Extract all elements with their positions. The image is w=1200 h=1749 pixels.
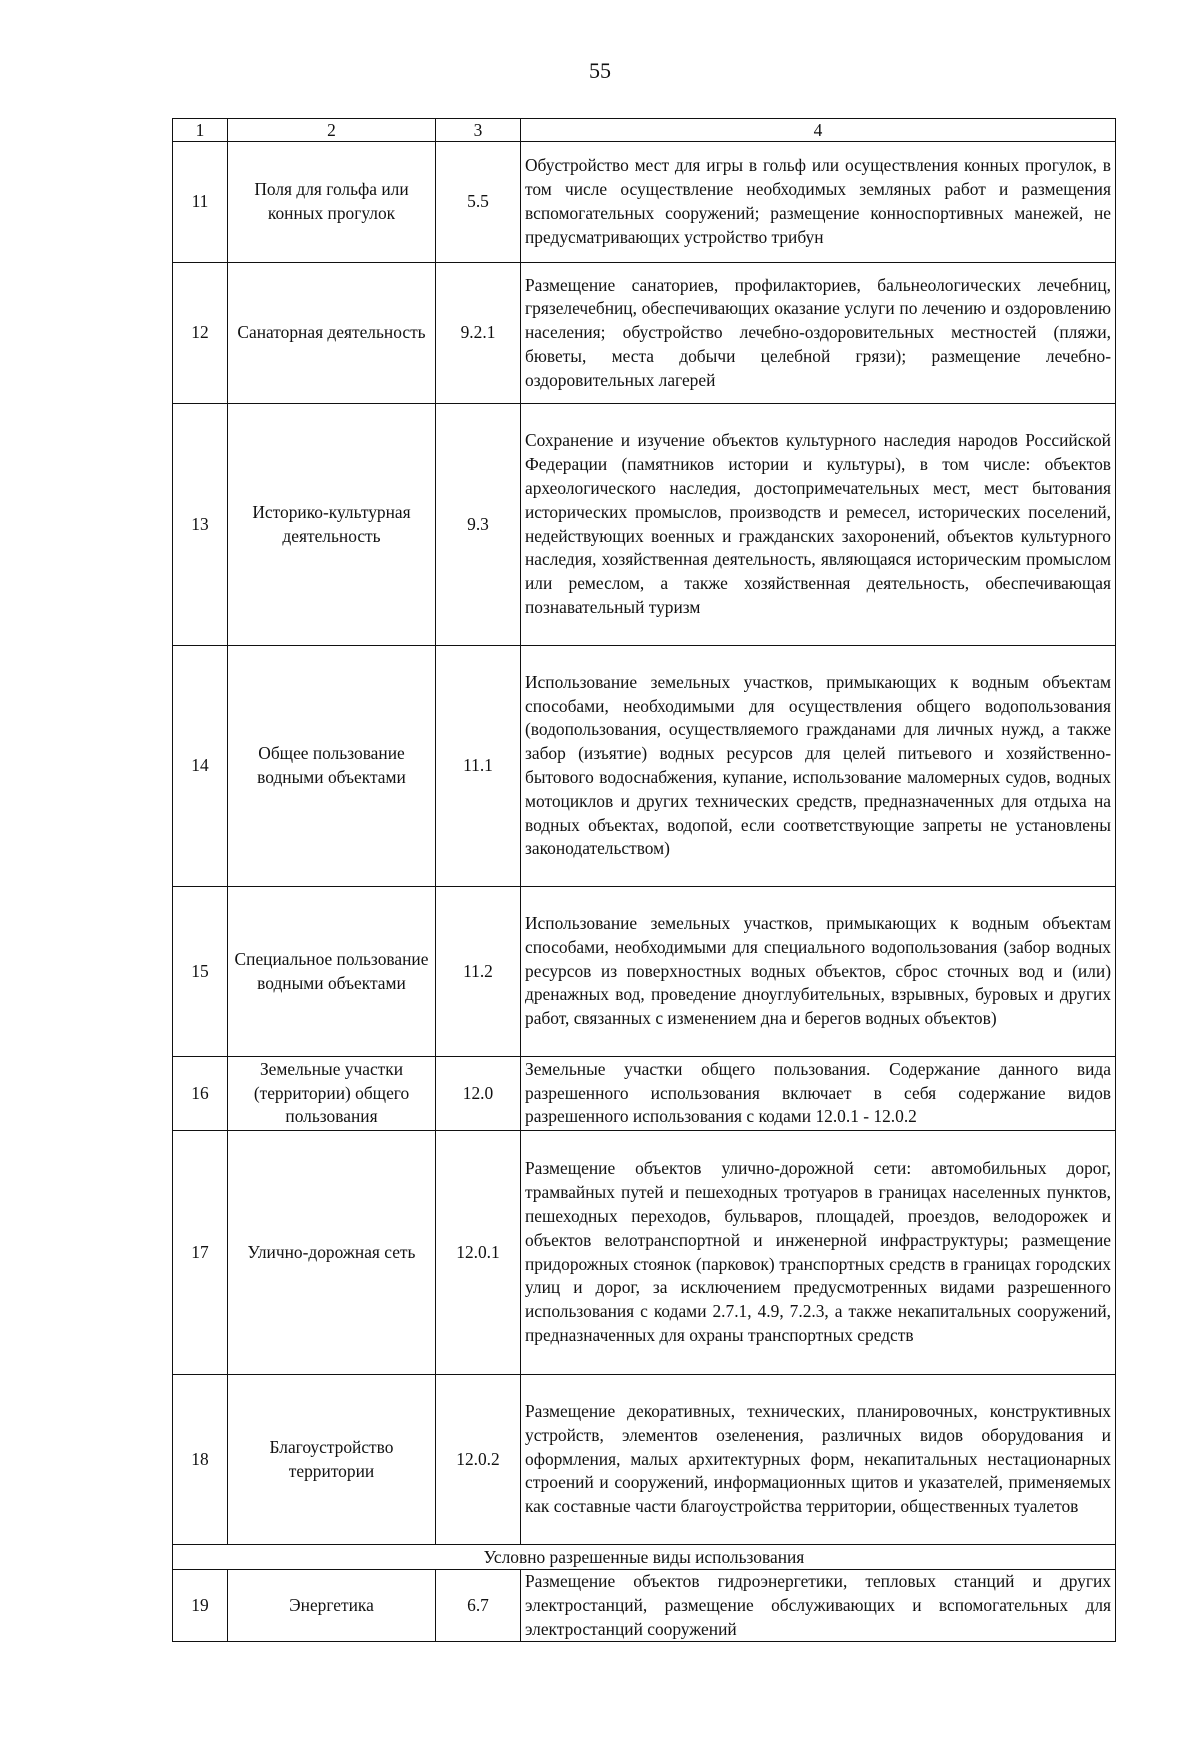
use-code: 12.0.1: [436, 1131, 521, 1375]
row-number: 12: [173, 263, 228, 404]
table-row: [173, 1131, 1116, 1375]
use-code: 5.5: [436, 142, 521, 263]
use-name: Улично-дорожная сеть: [228, 1131, 436, 1375]
page-number: 55: [589, 58, 611, 83]
use-description: Обустройство мест для игры в гольф или осуществления конных прогулок, в том числе осуществление необходимых земляных работ и размещения вспомогательных сооружений; размещение конноспортивных манежей, не предусматривающих устройство трибун: [521, 142, 1116, 263]
table-row: [173, 887, 1116, 1057]
use-code: 12.0: [436, 1057, 521, 1131]
use-description: Земельные участки общего пользования. Содержание данного вида разрешенного использования включает в себя содержание видов разрешенного использования с кодами 12.0.1 - 12.0.2: [521, 1057, 1116, 1131]
row-number: 14: [173, 646, 228, 887]
use-description: Использование земельных участков, примыкающих к водным объектам способами, необходимыми для специального водопользования (забор водных ресурсов из поверхностных водных объектов, сброс сточных вод и (или) дренажных вод, проведение дноуглубительных, взрывных, буровых и других работ, связанных с изменением дна и берегов водных объектов): [521, 887, 1116, 1057]
table-header-row: [173, 119, 1116, 142]
use-name: Земельные участки (территории) общего пользования: [228, 1057, 436, 1131]
table-row: [173, 142, 1116, 263]
row-number: 13: [173, 404, 228, 646]
row-number: 18: [173, 1375, 228, 1545]
use-name: Специальное пользование водными объектами: [228, 887, 436, 1057]
table-row: [173, 404, 1116, 646]
header-cell: 1: [173, 119, 228, 142]
header-cell: 3: [436, 119, 521, 142]
use-code: 12.0.2: [436, 1375, 521, 1545]
section-title: Условно разрешенные виды использования: [173, 1545, 1116, 1570]
use-code: 9.3: [436, 404, 521, 646]
use-description: Использование земельных участков, примыкающих к водным объектам способами, необходимыми для осуществления общего водопользования (водопользования, осуществляемого гражданами для личных нужд, а также забор (изъятие) водных ресурсов для целей питьевого и хозяйственно-бытового водоснабжения, купание, использование маломерных судов, водных мотоциклов и других технических средств, предназначенных для отдыха на водных объектах, водопой, если соответствующие запреты не установлены законодательством): [521, 646, 1116, 887]
use-description: Размещение объектов улично-дорожной сети: автомобильных дорог, трамвайных путей и пешеходных тротуаров в границах населенных пунктов, пешеходных переходов, бульваров, площадей, проездов, велодорожек и объектов велотранспортной и инженерной инфраструктуры; размещение придорожных стоянок (парковок) транспортных средств в границах городских улиц и дорог, за исключением предусмотренных видами разрешенного использования с кодами 2.7.1, 4.9, 7.2.3, а также некапитальных сооружений, предназначенных для охраны транспортных средств: [521, 1131, 1116, 1375]
use-description: Сохранение и изучение объектов культурного наследия народов Российской Федерации (памятников истории и культуры), в том числе: объектов археологического наследия, достопримечательных мест, мест бытования исторических промыслов, производств и ремесел, исторических поселений, недействующих военных и гражданских захоронений, объектов культурного наследия, хозяйственная деятельность, являющаяся историческим промыслом или ремеслом, а также хозяйственная деятельность, обеспечивающая познавательный туризм: [521, 404, 1116, 646]
table-row: [173, 1057, 1116, 1131]
table-row: [173, 1375, 1116, 1545]
use-code: 9.2.1: [436, 263, 521, 404]
use-code: 11.1: [436, 646, 521, 887]
row-number: 16: [173, 1057, 228, 1131]
header-cell: 2: [228, 119, 436, 142]
table-row: [173, 646, 1116, 887]
use-description: Размещение объектов гидроэнергетики, тепловых станций и других электростанций, размещение обслуживающих и вспомогательных для электростанций сооружений: [521, 1570, 1116, 1642]
use-name: Санаторная деятельность: [228, 263, 436, 404]
use-description: Размещение санаториев, профилакториев, бальнеологических лечебниц, грязелечебниц, обеспечивающих оказание услуги по лечению и оздоровлению населения; обустройство лечебно-оздоровительных местностей (пляжи, бюветы, места добычи целебной грязи); размещение лечебно-оздоровительных лагерей: [521, 263, 1116, 404]
use-name: Энергетика: [228, 1570, 436, 1642]
header-cell: 4: [521, 119, 1116, 142]
row-number: 11: [173, 142, 228, 263]
row-number: 15: [173, 887, 228, 1057]
use-description: Размещение декоративных, технических, планировочных, конструктивных устройств, элементов озеленения, различных видов оборудования и оформления, малых архитектурных форм, некапитальных нестационарных строений и сооружений, информационных щитов и указателей, применяемых как составные части благоустройства территории, общественных туалетов: [521, 1375, 1116, 1545]
use-name: Общее пользование водными объектами: [228, 646, 436, 887]
land-use-table: [172, 118, 1116, 1642]
table-row: [173, 263, 1116, 404]
use-code: 11.2: [436, 887, 521, 1057]
use-name: Благоустройство территории: [228, 1375, 436, 1545]
row-number: 19: [173, 1570, 228, 1642]
use-name: Поля для гольфа или конных прогулок: [228, 142, 436, 263]
use-code: 6.7: [436, 1570, 521, 1642]
row-number: 17: [173, 1131, 228, 1375]
section-header-row: [173, 1545, 1116, 1570]
table-row: [173, 1570, 1116, 1642]
use-name: Историко-культурная деятельность: [228, 404, 436, 646]
